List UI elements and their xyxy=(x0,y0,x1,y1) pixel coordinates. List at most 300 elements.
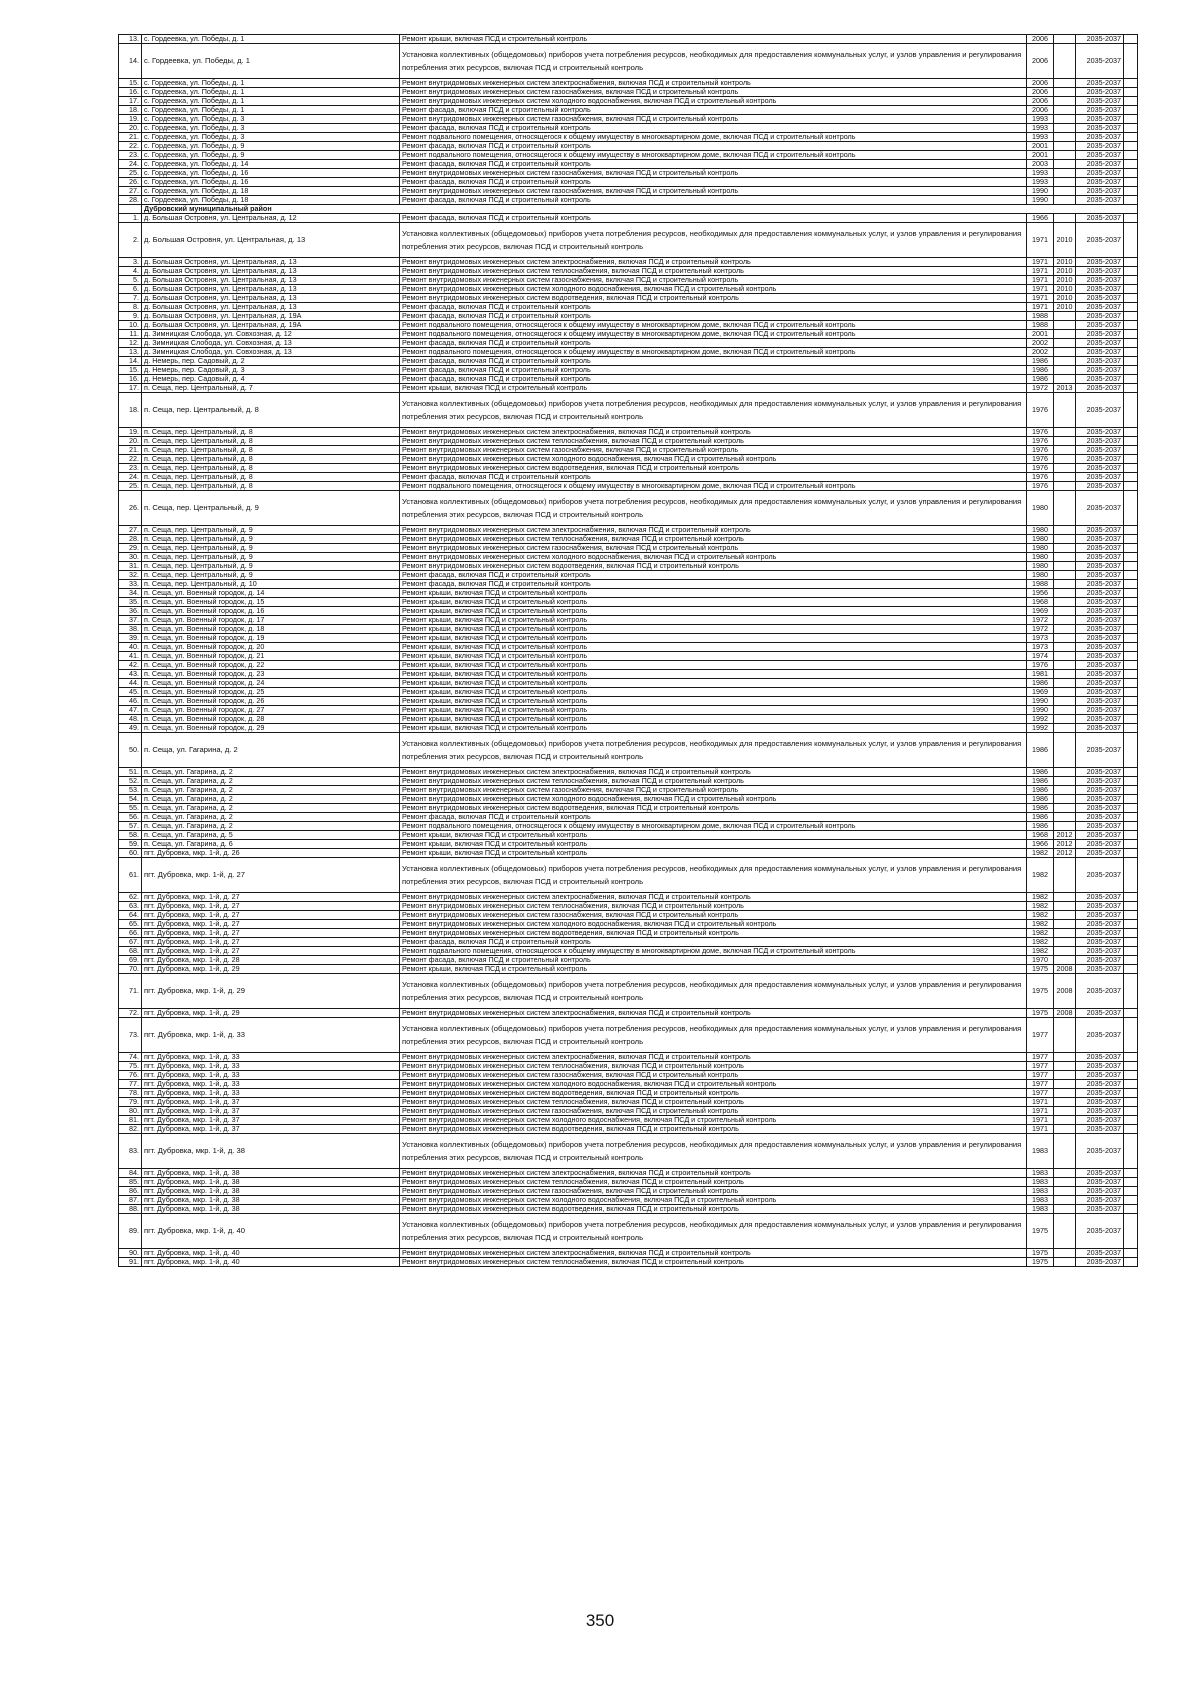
table-row xyxy=(119,634,1138,643)
table-row xyxy=(119,366,1138,375)
extra-cell xyxy=(1124,393,1138,428)
work-type-cell: Ремонт внутридомовых инженерных систем электроснабжения, включая ПСД и строительный контроль xyxy=(400,258,1027,267)
period-cell: 2035-2037 xyxy=(1076,446,1124,455)
work-type-cell: Ремонт фасада, включая ПСД и строительный контроль xyxy=(400,938,1027,947)
row-number: 8. xyxy=(119,303,142,312)
work-type-cell: Ремонт внутридомовых инженерных систем теплоснабжения, включая ПСД и строительный контроль xyxy=(400,267,1027,276)
year-built-cell: 1976 xyxy=(1027,428,1054,437)
address-cell: п. Сеща, пер. Центральный, д. 8 xyxy=(142,455,400,464)
work-type-cell: Ремонт крыши, включая ПСД и строительный контроль xyxy=(400,688,1027,697)
address-cell: пгт. Дубровка, мкр. 1-й, д. 37 xyxy=(142,1125,400,1134)
address-cell: п. Сеща, ул. Военный городок, д. 29 xyxy=(142,724,400,733)
work-type-cell: Ремонт крыши, включая ПСД и строительный контроль xyxy=(400,840,1027,849)
address-cell: п. Сеща, ул. Гагарина, д. 2 xyxy=(142,804,400,813)
table-row xyxy=(119,679,1138,688)
year-built-cell: 1982 xyxy=(1027,902,1054,911)
period-cell: 2035-2037 xyxy=(1076,482,1124,491)
extra-cell xyxy=(1124,661,1138,670)
year-repair-cell xyxy=(1054,553,1076,562)
table-row xyxy=(119,1258,1138,1267)
year-built-cell: 2003 xyxy=(1027,160,1054,169)
work-type-cell: Ремонт крыши, включая ПСД и строительный контроль xyxy=(400,598,1027,607)
work-type-cell: Ремонт фасада, включая ПСД и строительный контроль xyxy=(400,956,1027,965)
year-repair-cell xyxy=(1054,339,1076,348)
period-cell: 2035-2037 xyxy=(1076,652,1124,661)
year-built-cell: 1980 xyxy=(1027,553,1054,562)
year-built-cell: 1990 xyxy=(1027,196,1054,205)
extra-cell xyxy=(1124,97,1138,106)
year-repair-cell xyxy=(1054,571,1076,580)
address-cell: п. Сеща, пер. Центральный, д. 8 xyxy=(142,464,400,473)
address-cell: пгт. Дубровка, мкр. 1-й, д. 29 xyxy=(142,974,400,1009)
work-type-cell: Ремонт внутридомовых инженерных систем водоотведения, включая ПСД и строительный контроль xyxy=(400,1125,1027,1134)
table-row xyxy=(119,929,1138,938)
table-row xyxy=(119,724,1138,733)
year-repair-cell: 2012 xyxy=(1054,831,1076,840)
year-built-cell: 1976 xyxy=(1027,661,1054,670)
year-built-cell: 1971 xyxy=(1027,1107,1054,1116)
table-row xyxy=(119,384,1138,393)
extra-cell xyxy=(1124,831,1138,840)
table-row xyxy=(119,169,1138,178)
year-built-cell: 2001 xyxy=(1027,151,1054,160)
year-built-cell: 1986 xyxy=(1027,679,1054,688)
page-number: 350 xyxy=(585,1611,615,1630)
row-number: 26. xyxy=(119,178,142,187)
year-repair-cell xyxy=(1054,1169,1076,1178)
extra-cell xyxy=(1124,330,1138,339)
table-row xyxy=(119,1125,1138,1134)
extra-cell xyxy=(1124,214,1138,223)
row-number: 20. xyxy=(119,124,142,133)
year-repair-cell xyxy=(1054,616,1076,625)
row-number: 67. xyxy=(119,938,142,947)
table-row xyxy=(119,652,1138,661)
row-number: 4. xyxy=(119,267,142,276)
extra-cell xyxy=(1124,321,1138,330)
table-row xyxy=(119,393,1138,428)
year-repair-cell xyxy=(1054,813,1076,822)
row-number: 28. xyxy=(119,196,142,205)
address-cell: пгт. Дубровка, мкр. 1-й, д. 27 xyxy=(142,947,400,956)
address-cell: пгт. Дубровка, мкр. 1-й, д. 26 xyxy=(142,849,400,858)
year-built-cell: 1977 xyxy=(1027,1080,1054,1089)
table-body xyxy=(119,35,1138,1267)
row-number: 23. xyxy=(119,151,142,160)
extra-cell xyxy=(1124,544,1138,553)
period-cell: 2035-2037 xyxy=(1076,133,1124,142)
table-row xyxy=(119,553,1138,562)
row-number: 84. xyxy=(119,1169,142,1178)
year-built-cell: 1971 xyxy=(1027,1116,1054,1125)
extra-cell xyxy=(1124,106,1138,115)
year-repair-cell xyxy=(1054,929,1076,938)
row-number: 57. xyxy=(119,822,142,831)
row-number: 58. xyxy=(119,831,142,840)
period-cell: 2035-2037 xyxy=(1076,616,1124,625)
extra-cell xyxy=(1124,706,1138,715)
year-repair-cell xyxy=(1054,35,1076,44)
period-cell: 2035-2037 xyxy=(1076,974,1124,1009)
period-cell: 2035-2037 xyxy=(1076,393,1124,428)
address-cell: п. Сеща, ул. Военный городок, д. 21 xyxy=(142,652,400,661)
work-type-cell: Ремонт крыши, включая ПСД и строительный контроль xyxy=(400,706,1027,715)
row-number: 13. xyxy=(119,35,142,44)
row-number: 53. xyxy=(119,786,142,795)
table-row xyxy=(119,733,1138,768)
work-type-cell: Ремонт внутридомовых инженерных систем водоотведения, включая ПСД и строительный контроль xyxy=(400,464,1027,473)
table-row xyxy=(119,303,1138,312)
period-cell: 2035-2037 xyxy=(1076,697,1124,706)
period-cell: 2035-2037 xyxy=(1076,1214,1124,1249)
work-type-cell: Ремонт крыши, включая ПСД и строительный контроль xyxy=(400,634,1027,643)
year-built-cell: 1971 xyxy=(1027,285,1054,294)
work-type-cell: Ремонт фасада, включая ПСД и строительный контроль xyxy=(400,303,1027,312)
work-type-cell: Ремонт внутридомовых инженерных систем газоснабжения, включая ПСД и строительный контроль xyxy=(400,786,1027,795)
work-type-cell: Ремонт подвального помещения, относящегося к общему имуществу в многоквартирном доме, включая ПСД и строительный контроль xyxy=(400,348,1027,357)
table-row xyxy=(119,1249,1138,1258)
address-cell: д. Большая Островня, ул. Центральная, д. 13 xyxy=(142,285,400,294)
address-cell: п. Сеща, ул. Военный городок, д. 16 xyxy=(142,607,400,616)
extra-cell xyxy=(1124,598,1138,607)
work-type-cell: Ремонт внутридомовых инженерных систем водоотведения, включая ПСД и строительный контроль xyxy=(400,1089,1027,1098)
work-type-cell: Ремонт крыши, включая ПСД и строительный контроль xyxy=(400,697,1027,706)
work-type-cell: Ремонт внутридомовых инженерных систем газоснабжения, включая ПСД и строительный контроль xyxy=(400,88,1027,97)
table-row xyxy=(119,1116,1138,1125)
year-built-cell: 1993 xyxy=(1027,133,1054,142)
table-row xyxy=(119,88,1138,97)
table-row xyxy=(119,1089,1138,1098)
period-cell: 2035-2037 xyxy=(1076,35,1124,44)
extra-cell xyxy=(1124,276,1138,285)
year-repair-cell xyxy=(1054,607,1076,616)
year-repair-cell xyxy=(1054,196,1076,205)
year-built-cell: 1976 xyxy=(1027,393,1054,428)
period-cell: 2035-2037 xyxy=(1076,366,1124,375)
address-cell: с. Гордеевка, ул. Победы, д. 1 xyxy=(142,79,400,88)
address-cell: п. Сеща, ул. Гагарина, д. 2 xyxy=(142,777,400,786)
table-row xyxy=(119,580,1138,589)
extra-cell xyxy=(1124,535,1138,544)
extra-cell xyxy=(1124,375,1138,384)
year-built-cell: 2006 xyxy=(1027,79,1054,88)
table-row xyxy=(119,840,1138,849)
table-row xyxy=(119,535,1138,544)
row-number: 81. xyxy=(119,1116,142,1125)
year-built-cell: 1972 xyxy=(1027,384,1054,393)
period-cell: 2035-2037 xyxy=(1076,1169,1124,1178)
year-repair-cell xyxy=(1054,133,1076,142)
address-cell: пгт. Дубровка, мкр. 1-й, д. 38 xyxy=(142,1169,400,1178)
table-row xyxy=(119,858,1138,893)
period-cell: 2035-2037 xyxy=(1076,670,1124,679)
work-type-cell: Ремонт внутридомовых инженерных систем газоснабжения, включая ПСД и строительный контроль xyxy=(400,911,1027,920)
year-built-cell: 1983 xyxy=(1027,1134,1054,1169)
table-row xyxy=(119,607,1138,616)
year-repair-cell xyxy=(1054,151,1076,160)
address-cell: п. Сеща, ул. Военный городок, д. 15 xyxy=(142,598,400,607)
row-number: 1. xyxy=(119,214,142,223)
table-row xyxy=(119,330,1138,339)
extra-cell xyxy=(1124,616,1138,625)
extra-cell xyxy=(1124,1214,1138,1249)
extra-cell xyxy=(1124,724,1138,733)
table-row xyxy=(119,1107,1138,1116)
row-number: 59. xyxy=(119,840,142,849)
year-repair-cell xyxy=(1054,142,1076,151)
period-cell: 2035-2037 xyxy=(1076,285,1124,294)
row-number: 26. xyxy=(119,491,142,526)
address-cell: пгт. Дубровка, мкр. 1-й, д. 28 xyxy=(142,956,400,965)
work-type-cell: Ремонт подвального помещения, относящегося к общему имуществу в многоквартирном доме, включая ПСД и строительный контроль xyxy=(400,330,1027,339)
extra-cell xyxy=(1124,1258,1138,1267)
year-repair-cell xyxy=(1054,956,1076,965)
work-type-cell: Ремонт фасада, включая ПСД и строительный контроль xyxy=(400,473,1027,482)
row-number: 29. xyxy=(119,544,142,553)
period-cell: 2035-2037 xyxy=(1076,348,1124,357)
year-built-cell: 1977 xyxy=(1027,1089,1054,1098)
extra-cell xyxy=(1124,840,1138,849)
year-built-cell: 1969 xyxy=(1027,607,1054,616)
work-type-cell: Ремонт крыши, включая ПСД и строительный контроль xyxy=(400,35,1027,44)
row-number: 55. xyxy=(119,804,142,813)
year-repair-cell xyxy=(1054,947,1076,956)
period-cell: 2035-2037 xyxy=(1076,303,1124,312)
work-type-cell: Ремонт фасада, включая ПСД и строительный контроль xyxy=(400,580,1027,589)
year-repair-cell xyxy=(1054,464,1076,473)
extra-cell xyxy=(1124,348,1138,357)
address-cell: с. Гордеевка, ул. Победы, д. 1 xyxy=(142,97,400,106)
year-built-cell: 1982 xyxy=(1027,929,1054,938)
extra-cell xyxy=(1124,258,1138,267)
address-cell: п. Сеща, ул. Гагарина, д. 2 xyxy=(142,786,400,795)
extra-cell xyxy=(1124,589,1138,598)
year-repair-cell xyxy=(1054,786,1076,795)
work-type-cell: Ремонт внутридомовых инженерных систем теплоснабжения, включая ПСД и строительный контроль xyxy=(400,902,1027,911)
work-type-cell: Ремонт внутридомовых инженерных систем теплоснабжения, включая ПСД и строительный контроль xyxy=(400,535,1027,544)
extra-cell xyxy=(1124,339,1138,348)
extra-cell xyxy=(1124,1009,1138,1018)
address-cell: пгт. Дубровка, мкр. 1-й, д. 37 xyxy=(142,1098,400,1107)
row-number: 43. xyxy=(119,670,142,679)
row-number: 63. xyxy=(119,902,142,911)
row-number: 72. xyxy=(119,1009,142,1018)
year-built-cell: 1971 xyxy=(1027,1125,1054,1134)
work-type-cell: Ремонт внутридомовых инженерных систем электроснабжения, включая ПСД и строительный контроль xyxy=(400,768,1027,777)
extra-cell xyxy=(1124,697,1138,706)
extra-cell xyxy=(1124,133,1138,142)
extra-cell xyxy=(1124,151,1138,160)
extra-cell xyxy=(1124,160,1138,169)
period-cell: 2035-2037 xyxy=(1076,598,1124,607)
year-built-cell: 1988 xyxy=(1027,321,1054,330)
address-cell: п. Сеща, пер. Центральный, д. 7 xyxy=(142,384,400,393)
address-cell: п. Сеща, ул. Гагарина, д. 5 xyxy=(142,831,400,840)
extra-cell xyxy=(1124,303,1138,312)
year-repair-cell xyxy=(1054,1080,1076,1089)
row-number: 77. xyxy=(119,1080,142,1089)
year-built-cell: 2001 xyxy=(1027,330,1054,339)
period-cell: 2035-2037 xyxy=(1076,956,1124,965)
year-built-cell: 1986 xyxy=(1027,804,1054,813)
year-repair-cell xyxy=(1054,1107,1076,1116)
extra-cell xyxy=(1124,491,1138,526)
period-cell: 2035-2037 xyxy=(1076,589,1124,598)
period-cell: 2035-2037 xyxy=(1076,187,1124,196)
extra-cell xyxy=(1124,956,1138,965)
extra-cell xyxy=(1124,634,1138,643)
year-repair-cell xyxy=(1054,178,1076,187)
period-cell: 2035-2037 xyxy=(1076,464,1124,473)
extra-cell xyxy=(1124,1134,1138,1169)
address-cell: пгт. Дубровка, мкр. 1-й, д. 27 xyxy=(142,938,400,947)
row-number: 89. xyxy=(119,1214,142,1249)
year-built-cell: 1969 xyxy=(1027,688,1054,697)
address-cell: пгт. Дубровка, мкр. 1-й, д. 27 xyxy=(142,858,400,893)
address-cell: пгт. Дубровка, мкр. 1-й, д. 27 xyxy=(142,920,400,929)
table-row xyxy=(119,893,1138,902)
extra-cell xyxy=(1124,813,1138,822)
address-cell: пгт. Дубровка, мкр. 1-й, д. 38 xyxy=(142,1187,400,1196)
address-cell: п. Сеща, ул. Военный городок, д. 18 xyxy=(142,625,400,634)
work-type-cell: Установка коллективных (общедомовых) приборов учета потребления ресурсов, необходимых для предоставления коммунальных услуг, и узлов управления и регулирования потребления этих ресурсов, включая ПСД и строительный контроль xyxy=(400,1018,1027,1053)
table-row xyxy=(119,1178,1138,1187)
period-cell: 2035-2037 xyxy=(1076,813,1124,822)
year-repair-cell xyxy=(1054,634,1076,643)
extra-cell xyxy=(1124,1080,1138,1089)
address-cell: пгт. Дубровка, мкр. 1-й, д. 38 xyxy=(142,1196,400,1205)
table-row xyxy=(119,1134,1138,1169)
address-cell: пгт. Дубровка, мкр. 1-й, д. 38 xyxy=(142,1205,400,1214)
work-type-cell: Ремонт внутридомовых инженерных систем электроснабжения, включая ПСД и строительный контроль xyxy=(400,79,1027,88)
row-number: 7. xyxy=(119,294,142,303)
row-number: 75. xyxy=(119,1062,142,1071)
row-number: 45. xyxy=(119,688,142,697)
period-cell: 2035-2037 xyxy=(1076,777,1124,786)
year-built-cell: 1993 xyxy=(1027,178,1054,187)
table-row xyxy=(119,965,1138,974)
year-built-cell: 1973 xyxy=(1027,634,1054,643)
table-row xyxy=(119,625,1138,634)
extra-cell xyxy=(1124,1178,1138,1187)
extra-cell xyxy=(1124,679,1138,688)
year-built-cell: 1975 xyxy=(1027,1009,1054,1018)
row-number: 36. xyxy=(119,607,142,616)
extra-cell xyxy=(1124,1107,1138,1116)
table-row xyxy=(119,276,1138,285)
period-cell: 2035-2037 xyxy=(1076,625,1124,634)
period-cell: 2035-2037 xyxy=(1076,1178,1124,1187)
row-number: 18. xyxy=(119,393,142,428)
address-cell: п. Сеща, пер. Центральный, д. 9 xyxy=(142,571,400,580)
address-cell: пгт. Дубровка, мкр. 1-й, д. 29 xyxy=(142,965,400,974)
extra-cell xyxy=(1124,142,1138,151)
table-row xyxy=(119,920,1138,929)
year-repair-cell xyxy=(1054,643,1076,652)
work-type-cell: Ремонт крыши, включая ПСД и строительный контроль xyxy=(400,384,1027,393)
period-cell: 2035-2037 xyxy=(1076,124,1124,133)
row-number: 32. xyxy=(119,571,142,580)
extra-cell xyxy=(1124,902,1138,911)
year-built-cell: 1977 xyxy=(1027,1071,1054,1080)
work-type-cell: Ремонт фасада, включая ПСД и строительный контроль xyxy=(400,142,1027,151)
work-type-cell: Ремонт внутридомовых инженерных систем электроснабжения, включая ПСД и строительный контроль xyxy=(400,1053,1027,1062)
extra-cell xyxy=(1124,625,1138,634)
row-number: 66. xyxy=(119,929,142,938)
work-type-cell: Ремонт фасада, включая ПСД и строительный контроль xyxy=(400,312,1027,321)
work-type-cell: Ремонт подвального помещения, относящегося к общему имуществу в многоквартирном доме, включая ПСД и строительный контроль xyxy=(400,947,1027,956)
extra-cell xyxy=(1124,428,1138,437)
address-cell: пгт. Дубровка, мкр. 1-й, д. 33 xyxy=(142,1018,400,1053)
extra-cell xyxy=(1124,35,1138,44)
extra-cell xyxy=(1124,1071,1138,1080)
table-row xyxy=(119,1062,1138,1071)
extra-cell xyxy=(1124,607,1138,616)
year-built-cell: 1976 xyxy=(1027,455,1054,464)
year-repair-cell xyxy=(1054,1196,1076,1205)
year-built-cell: 1988 xyxy=(1027,312,1054,321)
work-type-cell: Ремонт внутридомовых инженерных систем холодного водоснабжения, включая ПСД и строительный контроль xyxy=(400,920,1027,929)
year-built-cell: 1975 xyxy=(1027,1214,1054,1249)
row-number: 68. xyxy=(119,947,142,956)
year-built-cell: 1986 xyxy=(1027,795,1054,804)
table-row xyxy=(119,428,1138,437)
table-row xyxy=(119,813,1138,822)
row-number: 71. xyxy=(119,974,142,1009)
year-built-cell: 1992 xyxy=(1027,715,1054,724)
table-row xyxy=(119,97,1138,106)
work-type-cell: Ремонт внутридомовых инженерных систем водоотведения, включая ПСД и строительный контроль xyxy=(400,804,1027,813)
year-built-cell: 2001 xyxy=(1027,142,1054,151)
year-repair-cell xyxy=(1054,589,1076,598)
row-number: 87. xyxy=(119,1196,142,1205)
work-type-cell: Ремонт внутридомовых инженерных систем холодного водоснабжения, включая ПСД и строительный контроль xyxy=(400,97,1027,106)
row-number: 18. xyxy=(119,106,142,115)
work-type-cell: Ремонт внутридомовых инженерных систем газоснабжения, включая ПСД и строительный контроль xyxy=(400,169,1027,178)
year-repair-cell xyxy=(1054,348,1076,357)
year-built-cell: 1966 xyxy=(1027,840,1054,849)
period-cell: 2035-2037 xyxy=(1076,795,1124,804)
year-built-cell: 2006 xyxy=(1027,97,1054,106)
row-number: 9. xyxy=(119,312,142,321)
year-repair-cell xyxy=(1054,1214,1076,1249)
work-type-cell: Ремонт крыши, включая ПСД и строительный контроль xyxy=(400,652,1027,661)
work-type-cell: Ремонт крыши, включая ПСД и строительный контроль xyxy=(400,831,1027,840)
period-cell: 2035-2037 xyxy=(1076,178,1124,187)
table-row xyxy=(119,670,1138,679)
period-cell: 2035-2037 xyxy=(1076,1089,1124,1098)
table-row xyxy=(119,178,1138,187)
year-repair-cell xyxy=(1054,366,1076,375)
table-row xyxy=(119,938,1138,947)
address-cell: д. Немерь, пер. Садовый, д. 4 xyxy=(142,375,400,384)
year-repair-cell xyxy=(1054,321,1076,330)
period-cell: 2035-2037 xyxy=(1076,106,1124,115)
table-row xyxy=(119,562,1138,571)
address-cell: с. Гордеевка, ул. Победы, д. 1 xyxy=(142,88,400,97)
table-row xyxy=(119,258,1138,267)
extra-cell xyxy=(1124,1169,1138,1178)
address-cell: п. Сеща, ул. Военный городок, д. 23 xyxy=(142,670,400,679)
year-built-cell: 1986 xyxy=(1027,733,1054,768)
year-built-cell: 1976 xyxy=(1027,437,1054,446)
address-cell: пгт. Дубровка, мкр. 1-й, д. 33 xyxy=(142,1062,400,1071)
work-type-cell: Ремонт внутридомовых инженерных систем теплоснабжения, включая ПСД и строительный контроль xyxy=(400,1258,1027,1267)
year-repair-cell xyxy=(1054,652,1076,661)
period-cell: 2035-2037 xyxy=(1076,276,1124,285)
table-row xyxy=(119,831,1138,840)
address-cell: с. Гордеевка, ул. Победы, д. 3 xyxy=(142,115,400,124)
